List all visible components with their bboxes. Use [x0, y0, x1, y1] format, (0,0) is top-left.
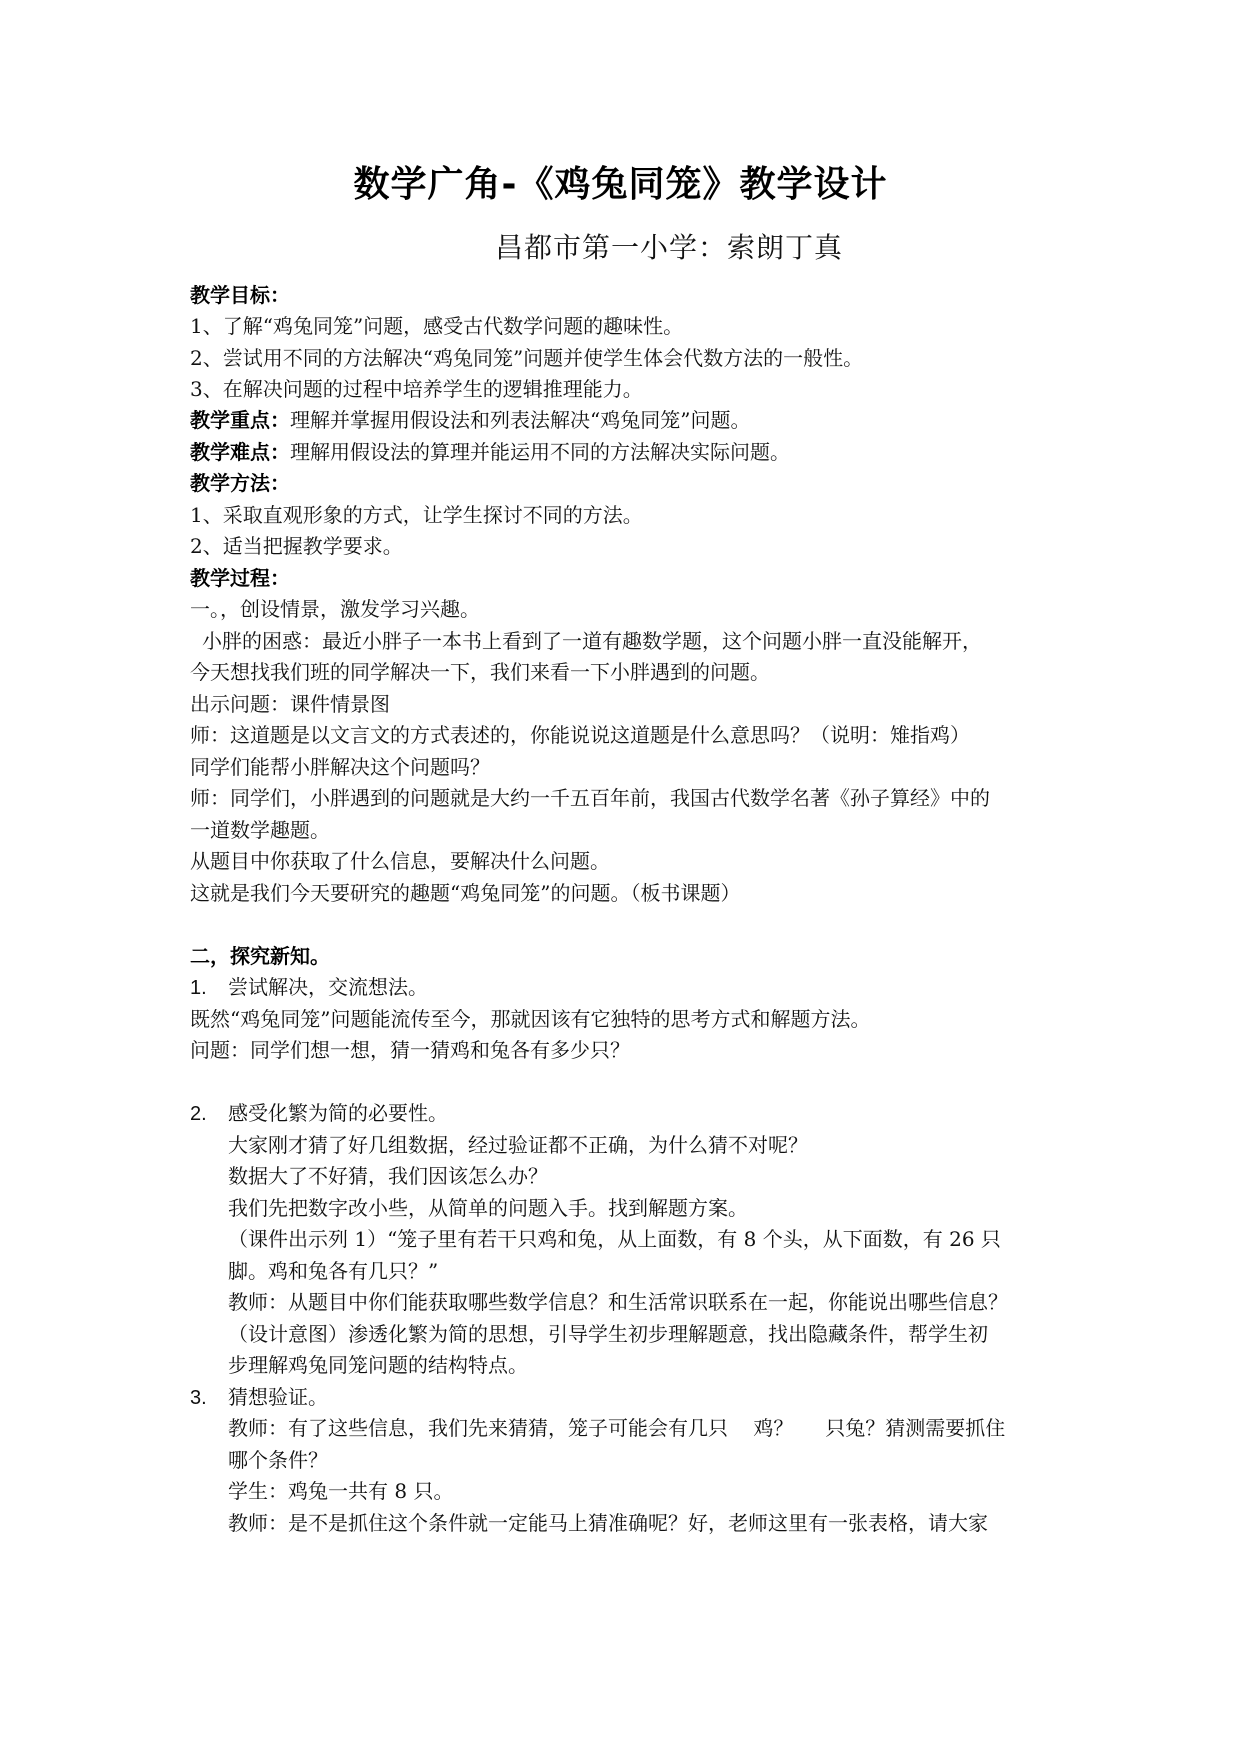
- method-item: 2、适当把握教学要求。: [190, 534, 403, 558]
- paragraph-line: 既然“鸡兔同笼”问题能流传至今，那就因该有它独特的思考方式和解题方法。: [190, 1007, 871, 1031]
- key-point-label: 教学重点：: [190, 408, 290, 432]
- step-title: 感受化繁为简的必要性。: [228, 1101, 448, 1125]
- paragraph-line: 哪个条件？: [228, 1448, 328, 1472]
- author-line: 昌都市第一小学：索朗丁真: [495, 231, 844, 264]
- paragraph-line: （课件出示列 1）“笼子里有若干只鸡和兔，从上面数，有 8 个头，从下面数，有 26 只: [228, 1227, 1001, 1251]
- paragraph-line: 一道数学趣题。: [190, 818, 330, 842]
- paragraph-line: 数据大了不好猜，我们因该怎么办？: [228, 1164, 548, 1188]
- paragraph-line: 出示问题：课件情景图: [190, 692, 390, 716]
- step-number: 1.: [190, 977, 207, 999]
- paragraph-line: 步理解鸡兔同笼问题的结构特点。: [228, 1353, 528, 1377]
- methods-heading: 教学方法：: [190, 471, 290, 495]
- part2-heading: 二，探究新知。: [190, 944, 330, 968]
- key-point: [190, 406, 750, 434]
- step-title: 猜想验证。: [228, 1385, 328, 1409]
- paragraph-line: 教师：从题目中你们能获取哪些数学信息？和生活常识联系在一起，你能说出哪些信息？: [228, 1290, 1008, 1314]
- part1-heading: 一。，创设情景，激发学习兴趣。: [190, 597, 480, 621]
- key-point-text: 理解并掌握用假设法和列表法解决“鸡兔同笼”问题。: [290, 408, 751, 432]
- paragraph-line: 教师：有了这些信息，我们先来猜猜，笼子可能会有几只 鸡？ 只兔？猜测需要抓住: [228, 1416, 1006, 1440]
- step-number: 2.: [190, 1103, 207, 1125]
- paragraph-line: 从题目中你获取了什么信息，要解决什么问题。: [190, 849, 610, 873]
- paragraph-line: 问题：同学们想一想，猜一猜鸡和兔各有多少只？: [190, 1038, 630, 1062]
- step-3: [190, 1383, 328, 1412]
- step-2: [190, 1099, 448, 1128]
- method-item: 1、采取直观形象的方式，让学生探讨不同的方法。: [190, 503, 643, 527]
- step-1: [190, 973, 428, 1002]
- goals-heading: 教学目标：: [190, 283, 290, 307]
- paragraph-line: 这就是我们今天要研究的趣题“鸡兔同笼”的问题。（板书课题）: [190, 881, 741, 905]
- goal-item: 3、在解决问题的过程中培养学生的逻辑推理能力。: [190, 377, 643, 401]
- paragraph-line: 今天想找我们班的同学解决一下，我们来看一下小胖遇到的问题。: [190, 660, 770, 684]
- paragraph-line: 脚。鸡和兔各有几只？”: [228, 1259, 439, 1283]
- paragraph-line: 师：同学们，小胖遇到的问题就是大约一千五百年前，我国古代数学名著《孙子算经》中的: [190, 786, 990, 810]
- document-title: 数学广角-《鸡兔同笼》教学设计: [353, 164, 888, 205]
- paragraph-line: 大家刚才猜了好几组数据，经过验证都不正确，为什么猜不对呢？: [228, 1133, 808, 1157]
- step-title: 尝试解决，交流想法。: [228, 975, 428, 999]
- difficulty-label: 教学难点：: [190, 440, 290, 464]
- paragraph-line: 小胖的困惑：最近小胖子一本书上看到了一道有趣数学题，这个问题小胖一直没能解开，: [202, 629, 982, 653]
- paragraph-line: 教师：是不是抓住这个条件就一定能马上猜准确呢？好，老师这里有一张表格，请大家: [228, 1511, 988, 1535]
- difficulty-text: 理解用假设法的算理并能运用不同的方法解决实际问题。: [290, 440, 790, 464]
- difficulty: [190, 438, 790, 466]
- process-heading: 教学过程：: [190, 566, 290, 590]
- paragraph-line: 师：这道题是以文言文的方式表述的，你能说说这道题是什么意思吗？（说明：雉指鸡）: [190, 723, 970, 747]
- step-number: 3.: [190, 1387, 207, 1409]
- paragraph-line: 学生：鸡兔一共有 8 只。: [228, 1479, 454, 1503]
- goal-item: 1、了解“鸡兔同笼”问题，感受古代数学问题的趣味性。: [190, 314, 684, 338]
- goal-item: 2、尝试用不同的方法解决“鸡兔同笼”问题并使学生体会代数方法的一般性。: [190, 346, 864, 370]
- paragraph-line: （设计意图）渗透化繁为简的思想，引导学生初步理解题意，找出隐藏条件，帮学生初: [228, 1322, 988, 1346]
- paragraph-line: 同学们能帮小胖解决这个问题吗？: [190, 755, 490, 779]
- paragraph-line: 我们先把数字改小些，从简单的问题入手。找到解题方案。: [228, 1196, 748, 1220]
